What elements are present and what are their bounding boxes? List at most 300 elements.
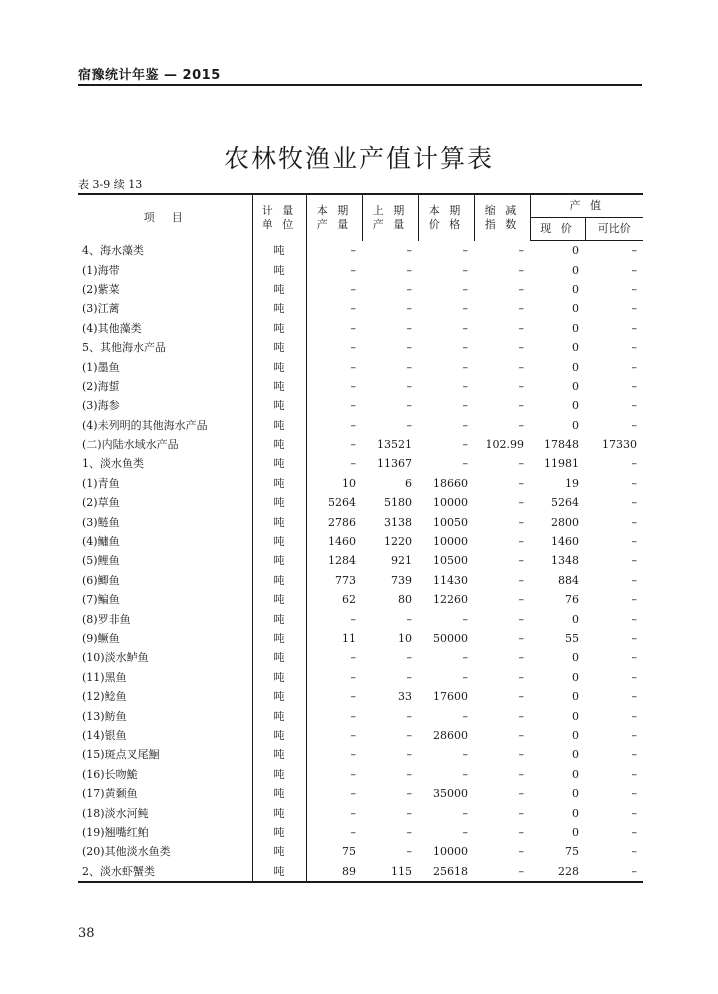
row-price: – xyxy=(462,709,468,723)
row-deflator-index: – xyxy=(518,806,524,820)
row-value-current-price: 0 xyxy=(572,709,579,723)
row-value-comparable-price: – xyxy=(631,244,637,258)
row-previous-output: 10 xyxy=(398,632,412,645)
row-deflator-index: – xyxy=(518,379,524,393)
row-previous-output: – xyxy=(406,670,412,684)
row-value-comparable-price: – xyxy=(631,787,637,801)
table-row xyxy=(78,319,643,338)
row-value-current-price: 0 xyxy=(572,302,579,316)
table-row xyxy=(78,823,643,842)
row-item-name: (2)海蜇 xyxy=(78,377,252,396)
table-body xyxy=(78,241,643,882)
row-current-output: – xyxy=(350,748,356,762)
row-previous-output: 80 xyxy=(398,593,412,607)
row-value-current-price: 0 xyxy=(572,244,579,258)
column-header-deflator-index-line2: 指 数 xyxy=(484,217,520,231)
row-price: – xyxy=(462,767,468,781)
row-value-current-price: 884 xyxy=(558,573,579,587)
row-previous-output: – xyxy=(406,341,412,355)
row-current-output: 75 xyxy=(342,845,356,859)
row-value-comparable-price: – xyxy=(631,554,637,568)
row-current-output: – xyxy=(350,690,356,704)
row-previous-output: – xyxy=(406,728,412,742)
row-current-output: – xyxy=(350,728,356,742)
row-previous-output: 739 xyxy=(391,573,412,587)
row-current-output: 89 xyxy=(306,862,362,882)
row-value-current-price: 1460 xyxy=(551,535,579,549)
row-price: 17600 xyxy=(433,690,468,704)
row-item-name: (11)黑鱼 xyxy=(78,668,252,687)
row-item-name: (2)紫菜 xyxy=(78,280,252,299)
row-unit: 吨 xyxy=(252,551,306,570)
row-current-output: – xyxy=(350,825,356,839)
row-previous-output: – xyxy=(406,360,412,374)
row-deflator-index: – xyxy=(518,263,524,277)
row-deflator-index: – xyxy=(518,593,524,607)
row-value-comparable-price: – xyxy=(631,670,637,684)
row-value-comparable-price: 17330 xyxy=(602,438,637,452)
row-item-name: (13)鲂鱼 xyxy=(78,706,252,725)
row-value-comparable-price: – xyxy=(631,690,637,704)
running-head-title: 宿豫统计年鉴 — 2015 xyxy=(78,68,221,83)
header-rule xyxy=(78,84,642,86)
column-header-deflator-index-line1: 缩 减 xyxy=(484,203,520,217)
row-item-name: (7)鳊鱼 xyxy=(78,590,252,609)
row-value-comparable-price: – xyxy=(631,379,637,393)
row-unit: 吨 xyxy=(252,319,306,338)
row-price: – xyxy=(462,302,468,316)
table-row xyxy=(78,493,643,512)
row-unit: 吨 xyxy=(252,648,306,667)
row-deflator-index: – xyxy=(518,728,524,742)
row-value-current-price: 0 xyxy=(572,263,579,277)
table-row xyxy=(78,357,643,376)
row-price: – xyxy=(462,360,468,374)
row-value-comparable-price: – xyxy=(631,632,637,645)
row-unit: 吨 xyxy=(252,629,306,648)
row-value-current-price: 0 xyxy=(572,341,579,355)
table-row xyxy=(78,416,643,435)
row-unit: 吨 xyxy=(252,260,306,279)
row-value-comparable-price: – xyxy=(631,767,637,781)
row-current-output: 1284 xyxy=(328,554,356,568)
row-unit: 吨 xyxy=(252,454,306,473)
row-previous-output: 33 xyxy=(398,690,412,704)
row-price: – xyxy=(462,612,468,626)
row-current-output: – xyxy=(350,399,356,413)
column-group-output-value: 产 值 xyxy=(530,194,643,218)
row-item-name: 4、海水藻类 xyxy=(78,241,252,261)
row-price: – xyxy=(462,321,468,335)
row-unit: 吨 xyxy=(252,687,306,706)
row-previous-output: 11367 xyxy=(377,457,412,471)
table-row xyxy=(78,765,643,784)
row-previous-output: – xyxy=(406,302,412,316)
table-label: 表 3-9 续 13 xyxy=(78,178,143,191)
table-row xyxy=(78,609,643,628)
row-value-comparable-price: – xyxy=(631,321,637,335)
row-price: – xyxy=(462,438,468,452)
row-deflator-index: – xyxy=(518,651,524,665)
row-current-output: – xyxy=(350,670,356,684)
table-row xyxy=(78,474,643,493)
row-item-name: (1)青鱼 xyxy=(78,474,252,493)
row-current-output: 10 xyxy=(342,476,356,490)
column-header-unit xyxy=(252,194,306,241)
row-unit: 吨 xyxy=(252,512,306,531)
output-value-table xyxy=(78,193,643,883)
row-price: – xyxy=(462,670,468,684)
row-unit: 吨 xyxy=(252,745,306,764)
row-item-name: (3)海参 xyxy=(78,396,252,415)
row-price: 10000 xyxy=(433,845,468,859)
row-previous-output: – xyxy=(406,825,412,839)
column-header-item: 项 目 xyxy=(78,194,252,241)
row-previous-output: 115 xyxy=(362,862,418,882)
row-value-current-price: 0 xyxy=(572,321,579,335)
row-deflator-index: – xyxy=(518,243,524,257)
row-previous-output: 5180 xyxy=(384,496,412,510)
row-price: 35000 xyxy=(433,787,468,801)
row-item-name: (10)淡水鲈鱼 xyxy=(78,648,252,667)
row-current-output: – xyxy=(350,651,356,665)
column-header-price xyxy=(418,194,474,241)
row-value-current-price: 75 xyxy=(565,845,579,859)
column-header-price-line2: 价 格 xyxy=(428,217,464,231)
row-value-comparable-price: – xyxy=(631,360,637,374)
row-item-name: (3)鲢鱼 xyxy=(78,512,252,531)
row-item-name: (9)鳜鱼 xyxy=(78,629,252,648)
row-unit: 吨 xyxy=(252,377,306,396)
row-deflator-index: – xyxy=(518,670,524,684)
row-item-name: 2、淡水虾蟹类 xyxy=(78,862,252,882)
row-value-current-price: 0 xyxy=(572,379,579,393)
row-value-current-price: 17848 xyxy=(544,438,579,452)
row-price: 25618 xyxy=(418,862,474,882)
table-row xyxy=(78,551,643,570)
row-previous-output: – xyxy=(406,399,412,413)
row-current-output: 2786 xyxy=(328,515,356,529)
row-value-current-price: 0 xyxy=(572,670,579,684)
row-price: – xyxy=(462,651,468,665)
row-value-current-price: 0 xyxy=(572,728,579,742)
table-row xyxy=(78,726,643,745)
row-deflator-index: – xyxy=(518,787,524,801)
row-value-current-price: 55 xyxy=(565,632,579,645)
column-header-previous-output-line2: 产 量 xyxy=(372,217,408,231)
row-current-output: – xyxy=(350,418,356,432)
row-value-current-price: 0 xyxy=(572,825,579,839)
row-previous-output: – xyxy=(406,709,412,723)
table-row xyxy=(78,862,643,882)
row-item-name: (20)其他淡水鱼类 xyxy=(78,842,252,861)
table-row xyxy=(78,803,643,822)
row-value-comparable-price: – xyxy=(631,612,637,626)
row-value-comparable-price: – xyxy=(631,825,637,839)
row-previous-output: 13521 xyxy=(377,438,412,452)
row-deflator-index: – xyxy=(518,573,524,587)
row-item-name: (12)鲶鱼 xyxy=(78,687,252,706)
row-value-comparable-price: – xyxy=(631,457,637,471)
row-value-comparable-price: – xyxy=(631,418,637,432)
row-item-name: (2)草鱼 xyxy=(78,493,252,512)
row-current-output: – xyxy=(350,787,356,801)
row-current-output: – xyxy=(350,612,356,626)
table-row xyxy=(78,338,643,357)
row-deflator-index: – xyxy=(518,748,524,762)
table-row xyxy=(78,512,643,531)
column-header-current-output xyxy=(306,194,362,241)
row-price: 10500 xyxy=(433,554,468,568)
row-unit: 吨 xyxy=(252,726,306,745)
row-unit: 吨 xyxy=(252,338,306,357)
row-unit: 吨 xyxy=(252,842,306,861)
row-current-output: – xyxy=(350,360,356,374)
row-deflator-index: – xyxy=(518,302,524,316)
column-header-current-output-line2: 产 量 xyxy=(316,217,352,231)
row-price: – xyxy=(462,263,468,277)
row-current-output: – xyxy=(350,806,356,820)
row-previous-output: – xyxy=(406,379,412,393)
row-price: – xyxy=(462,806,468,820)
row-value-comparable-price: – xyxy=(631,845,637,859)
row-unit: 吨 xyxy=(252,396,306,415)
row-item-name: (3)江蓠 xyxy=(78,299,252,318)
table-row xyxy=(78,745,643,764)
row-previous-output: – xyxy=(406,767,412,781)
row-deflator-index: – xyxy=(518,457,524,471)
row-value-current-price: 0 xyxy=(572,767,579,781)
row-unit: 吨 xyxy=(252,435,306,454)
row-current-output: 5264 xyxy=(328,496,356,510)
row-value-comparable-price: – xyxy=(631,806,637,820)
row-item-name: (5)鲤鱼 xyxy=(78,551,252,570)
row-unit: 吨 xyxy=(252,299,306,318)
row-value-current-price: 0 xyxy=(572,360,579,374)
table-row xyxy=(78,241,643,261)
row-price: – xyxy=(462,379,468,393)
row-price: – xyxy=(462,282,468,296)
row-unit: 吨 xyxy=(252,765,306,784)
row-unit: 吨 xyxy=(252,862,306,882)
row-price: 12260 xyxy=(433,593,468,607)
row-current-output: – xyxy=(350,321,356,335)
row-unit: 吨 xyxy=(252,823,306,842)
row-current-output: – xyxy=(350,282,356,296)
row-current-output: – xyxy=(350,263,356,277)
row-deflator-index: – xyxy=(518,341,524,355)
table-row xyxy=(78,377,643,396)
row-item-name: 5、其他海水产品 xyxy=(78,338,252,357)
row-unit: 吨 xyxy=(252,784,306,803)
row-previous-output: – xyxy=(406,651,412,665)
row-previous-output: – xyxy=(406,263,412,277)
row-value-current-price: 0 xyxy=(572,806,579,820)
row-item-name: (4)鳙鱼 xyxy=(78,532,252,551)
row-deflator-index: – xyxy=(518,632,524,645)
row-value-current-price: 228 xyxy=(530,862,585,882)
column-header-previous-output xyxy=(362,194,418,241)
row-value-current-price: 0 xyxy=(572,690,579,704)
row-value-current-price: 0 xyxy=(572,787,579,801)
table-row xyxy=(78,648,643,667)
row-previous-output: – xyxy=(406,612,412,626)
row-unit: 吨 xyxy=(252,280,306,299)
row-current-output: – xyxy=(350,438,356,452)
table-row xyxy=(78,842,643,861)
row-current-output: – xyxy=(350,767,356,781)
column-header-previous-output-line1: 上 期 xyxy=(372,203,408,217)
row-value-current-price: 19 xyxy=(565,476,579,490)
row-unit: 吨 xyxy=(252,668,306,687)
row-value-comparable-price: – xyxy=(631,302,637,316)
row-value-current-price: 0 xyxy=(572,748,579,762)
row-item-name: (14)银鱼 xyxy=(78,726,252,745)
row-current-output: – xyxy=(350,709,356,723)
row-value-current-price: 2800 xyxy=(551,515,579,529)
row-price: 10050 xyxy=(433,515,468,529)
column-header-unit-line2: 单 位 xyxy=(261,217,297,231)
row-value-current-price: 0 xyxy=(572,282,579,296)
row-previous-output: – xyxy=(406,806,412,820)
row-deflator-index: – xyxy=(518,496,524,510)
row-deflator-index: – xyxy=(518,360,524,374)
row-value-comparable-price: – xyxy=(631,263,637,277)
row-previous-output: – xyxy=(406,787,412,801)
row-unit: 吨 xyxy=(252,590,306,609)
table-row xyxy=(78,454,643,473)
row-value-comparable-price: – xyxy=(631,341,637,355)
column-header-price-line1: 本 期 xyxy=(428,203,464,217)
row-unit: 吨 xyxy=(252,357,306,376)
table-row xyxy=(78,532,643,551)
row-deflator-index: – xyxy=(518,515,524,529)
row-unit: 吨 xyxy=(252,803,306,822)
row-unit: 吨 xyxy=(252,241,306,261)
table-row xyxy=(78,590,643,609)
row-value-comparable-price: – xyxy=(631,496,637,510)
row-current-output: – xyxy=(350,302,356,316)
row-value-current-price: 1348 xyxy=(551,554,579,568)
column-header-deflator-index xyxy=(474,194,530,241)
row-unit: 吨 xyxy=(252,609,306,628)
table-row xyxy=(78,435,643,454)
row-unit: 吨 xyxy=(252,493,306,512)
row-deflator-index: – xyxy=(518,399,524,413)
row-value-current-price: 76 xyxy=(565,593,579,607)
table-row xyxy=(78,299,643,318)
row-value-comparable-price: – xyxy=(631,593,637,607)
row-deflator-index: – xyxy=(518,418,524,432)
table-row xyxy=(78,396,643,415)
column-header-comparable-price: 可比价 xyxy=(585,218,643,241)
row-price: 18660 xyxy=(433,476,468,490)
table-header xyxy=(78,194,643,241)
row-item-name: 1、淡水鱼类 xyxy=(78,454,252,473)
table-row xyxy=(78,706,643,725)
row-unit: 吨 xyxy=(252,706,306,725)
row-price: – xyxy=(462,418,468,432)
row-deflator-index: – xyxy=(518,282,524,296)
row-value-comparable-price: – xyxy=(631,399,637,413)
row-value-comparable-price: – xyxy=(631,282,637,296)
row-unit: 吨 xyxy=(252,532,306,551)
row-price: – xyxy=(462,825,468,839)
table-row xyxy=(78,280,643,299)
row-value-current-price: 0 xyxy=(572,418,579,432)
row-previous-output: – xyxy=(406,282,412,296)
table-row xyxy=(78,571,643,590)
row-previous-output: – xyxy=(406,748,412,762)
row-previous-output: – xyxy=(406,243,412,257)
row-item-name: (17)黄颡鱼 xyxy=(78,784,252,803)
row-current-output: 773 xyxy=(335,573,356,587)
row-price: 10000 xyxy=(433,535,468,549)
table-row xyxy=(78,260,643,279)
row-deflator-index: – xyxy=(474,862,530,882)
row-deflator-index: – xyxy=(518,825,524,839)
row-price: – xyxy=(462,457,468,471)
row-price: – xyxy=(462,748,468,762)
row-value-comparable-price: – xyxy=(631,748,637,762)
row-value-comparable-price: – xyxy=(631,651,637,665)
row-previous-output: – xyxy=(406,321,412,335)
row-price: 50000 xyxy=(433,632,468,645)
row-deflator-index: – xyxy=(518,767,524,781)
page-number: 38 xyxy=(78,926,95,941)
row-deflator-index: – xyxy=(518,709,524,723)
column-header-current-price: 现 价 xyxy=(530,218,585,241)
column-header-unit-line1: 计 量 xyxy=(261,203,297,217)
row-previous-output: 1220 xyxy=(384,535,412,549)
row-deflator-index: 102.99 xyxy=(485,438,524,452)
row-current-output: – xyxy=(350,341,356,355)
table-row xyxy=(78,687,643,706)
row-previous-output: – xyxy=(406,845,412,859)
row-item-name: (15)斑点叉尾鮰 xyxy=(78,745,252,764)
row-value-comparable-price: – xyxy=(631,728,637,742)
row-value-current-price: 11981 xyxy=(544,457,579,471)
row-item-name: (18)淡水河鲀 xyxy=(78,803,252,822)
row-item-name: (1)墨鱼 xyxy=(78,357,252,376)
column-header-current-output-line1: 本 期 xyxy=(316,203,352,217)
row-previous-output: 6 xyxy=(405,476,412,490)
row-deflator-index: – xyxy=(518,845,524,859)
row-value-current-price: 0 xyxy=(572,612,579,626)
row-current-output: – xyxy=(350,243,356,257)
row-value-current-price: 0 xyxy=(572,651,579,665)
row-value-comparable-price: – xyxy=(585,862,643,882)
row-item-name: (4)其他藻类 xyxy=(78,319,252,338)
row-value-comparable-price: – xyxy=(631,709,637,723)
row-current-output: 62 xyxy=(342,593,356,607)
row-previous-output: – xyxy=(406,418,412,432)
row-previous-output: 921 xyxy=(391,554,412,568)
row-previous-output: 3138 xyxy=(384,515,412,529)
table-row xyxy=(78,668,643,687)
row-deflator-index: – xyxy=(518,535,524,549)
row-value-current-price: 0 xyxy=(572,399,579,413)
row-value-comparable-price: – xyxy=(631,535,637,549)
table-row xyxy=(78,629,643,648)
row-deflator-index: – xyxy=(518,321,524,335)
row-deflator-index: – xyxy=(518,690,524,704)
row-price: – xyxy=(462,243,468,257)
row-value-comparable-price: – xyxy=(631,476,637,490)
row-value-current-price: 5264 xyxy=(551,496,579,510)
row-current-output: 1460 xyxy=(328,535,356,549)
row-unit: 吨 xyxy=(252,416,306,435)
